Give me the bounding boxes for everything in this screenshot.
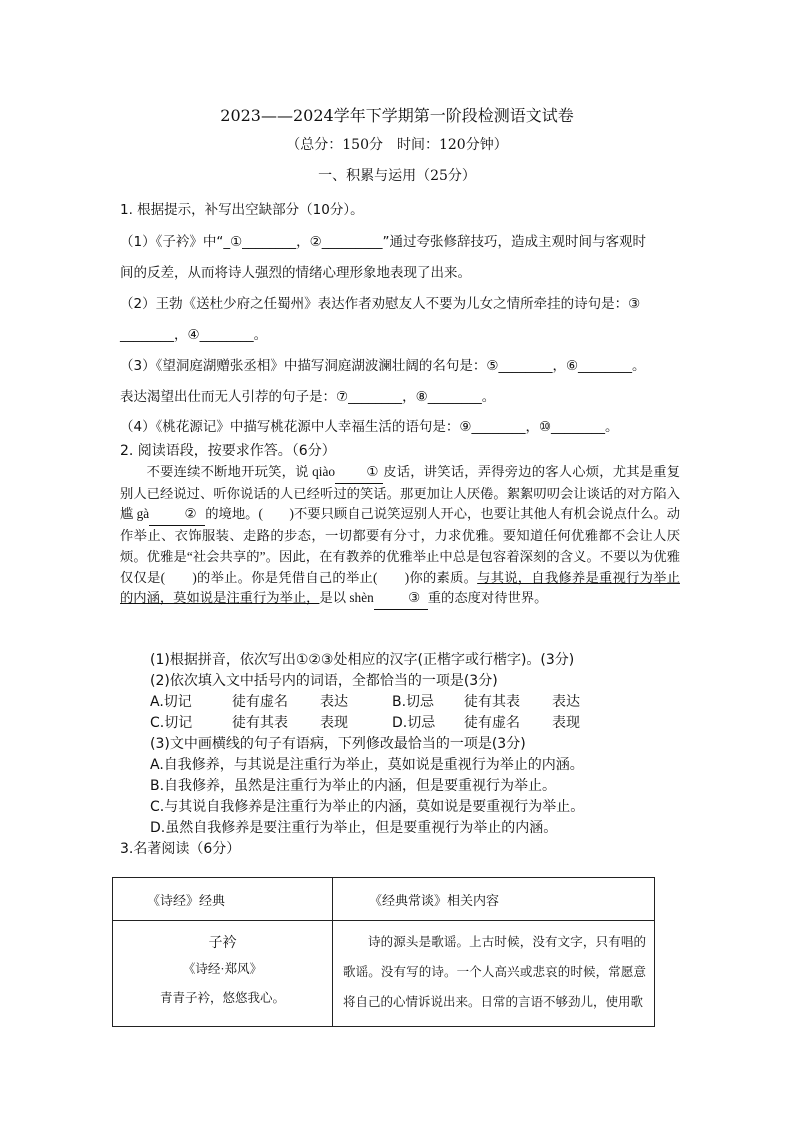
option-b-3: 表达 <box>552 694 580 710</box>
q1-item2-line2: ________，④________。 <box>120 327 268 343</box>
passage-text-4: 是以 shèn <box>319 590 374 606</box>
exam-title: 2023——2024学年下学期第一阶段检测语文试卷 <box>220 106 574 125</box>
table-header-col2: 《经典常谈》相关内容 <box>333 878 655 921</box>
blank-3: ③ <box>374 588 428 610</box>
option-c-2: 徒有其表 <box>232 715 288 731</box>
passage-text-5: 重的态度对待世界。 <box>427 590 548 606</box>
passage-text-1: 不要连续不断地开玩笑，说 qiào <box>146 464 336 479</box>
q1-item1-line1: （1）《子衿》中“_①________，②_________”通过夸张修辞技巧，造成主观时间与客观时 <box>120 234 647 250</box>
table-header-col1: 《诗经》经典 <box>113 878 333 921</box>
q1-item2-line1: （2）王勃《送杜少府之任蜀州》表达作者劝慰友人不要为儿女之情所牵挂的诗句是：③ <box>120 296 641 312</box>
table-header-row <box>113 878 655 921</box>
option-d-1: D.切忌 <box>392 715 436 731</box>
option-d-2: 徒有虚名 <box>464 715 520 731</box>
q2-sub3-option-b: B.自我修养，虽然是注重行为举止的内涵，但是要重视行为举止。 <box>150 778 557 794</box>
q1-item3-line1: （3）《望洞庭湖赠张丞相》中描写洞庭湖波澜壮阔的名句是：⑤________，⑥________。 <box>120 358 646 374</box>
option-a-3: 表达 <box>320 694 348 710</box>
table-cell-poem <box>113 921 333 1027</box>
table-row <box>113 921 655 1027</box>
option-b-1: B.切忌 <box>392 694 435 710</box>
q2-sub3-option-d: D.虽然自我修养是要注重行为举止，但是要重视行为举止的内涵。 <box>150 820 558 836</box>
blank-1: ① <box>335 462 383 484</box>
q2-sub2-options-row1 <box>150 691 580 711</box>
q1-item3-line2: 表达渴望出仕而无人引荐的句子是：⑦________，⑧________。 <box>120 389 496 405</box>
option-b-2: 徒有其表 <box>464 694 520 710</box>
q3-heading: 3.名著阅读（6分） <box>120 841 241 857</box>
option-d-3: 表现 <box>552 715 580 731</box>
section-heading: 一、积累与运用（25分） <box>318 168 476 184</box>
q2-passage <box>120 462 680 610</box>
table-cell-commentary <box>333 921 655 1027</box>
passage-text-2: 皮话，讲笑话，弄得旁边的客人心烦，尤其是重复别人已经说过、听你说话的人已经听过的笑话。那更加让人厌倦。絮絮叨叨会让谈话的对方陷入尴 gà <box>120 464 681 522</box>
commentary-text: 诗的源头是歌谣。上古时候，没有文字，只有唱的歌谣。没有写的诗。一个人高兴或悲哀的时候，常愿意将自己的心情诉说出来。日常的言语不够劲儿，使用歌 <box>343 935 646 1009</box>
blank-2: ② <box>149 504 205 526</box>
q3-table <box>112 877 655 1027</box>
q2-sub3: (3)文中画横线的句子有语病，下列修改最恰当的一项是(3分) <box>150 736 526 752</box>
option-c-1: C.切记 <box>150 715 193 731</box>
q2-sub2-options-row2 <box>150 712 580 732</box>
q2-sub3-option-a: A.自我修养，与其说是注重行为举止，莫如说是重视行为举止的内涵。 <box>150 757 584 773</box>
option-a-1: A.切记 <box>150 694 192 710</box>
q1-item1-line2: 间的反差，从而将诗人强烈的情绪心理形象地表现了出来。 <box>120 265 471 281</box>
option-c-3: 表现 <box>320 715 348 731</box>
poem-line: 青青子衿，悠悠我心。 <box>159 991 285 1005</box>
passage-text-3: 的境地。( )不要只顾自己说笑逗别人开心，也要让其他人有机会说点什么。动作举止、衣饰服装、走路的步态，一切都要有分寸，力求优雅。要知道任何优雅都不会让人厌烦。优雅是“社会共享的”。因此，在有教养的优雅举止中总是包容着深刻的含义。不要以为优雅仅仅是( )的举止。你是凭借自己的举止( )你的素质。 <box>120 506 680 585</box>
exam-subtitle: （总分：150分 时间：120分钟） <box>286 137 508 153</box>
poem-source: 《诗经·郑风》 <box>182 962 263 976</box>
option-a-2: 徒有虚名 <box>232 694 288 710</box>
q1-heading: 1. 根据提示，补写出空缺部分（10分）。 <box>120 202 364 218</box>
poem-title: 子衿 <box>208 935 237 951</box>
q2-sub3-option-c: C.与其说自我修养是注重行为举止的内涵，莫如说是要重视行为举止。 <box>150 799 585 815</box>
q2-heading: 2. 阅读语段，按要求作答。（6分） <box>120 443 336 459</box>
underlined-sentence: 与其说，自我修养是重视行为举止的内涵，莫如说是注重行为举止， <box>120 569 680 606</box>
q2-sub2: (2)依次填入文中括号内的词语，全都恰当的一项是(3分) <box>150 673 498 689</box>
q2-sub1: (1)根据拼音，依次写出①②③处相应的汉字(正楷字或行楷字)。(3分) <box>150 652 575 668</box>
q1-item4-line1: （4）《桃花源记》中描写桃花源中人幸福生活的语句是：⑨________，⑩________。 <box>120 419 619 435</box>
